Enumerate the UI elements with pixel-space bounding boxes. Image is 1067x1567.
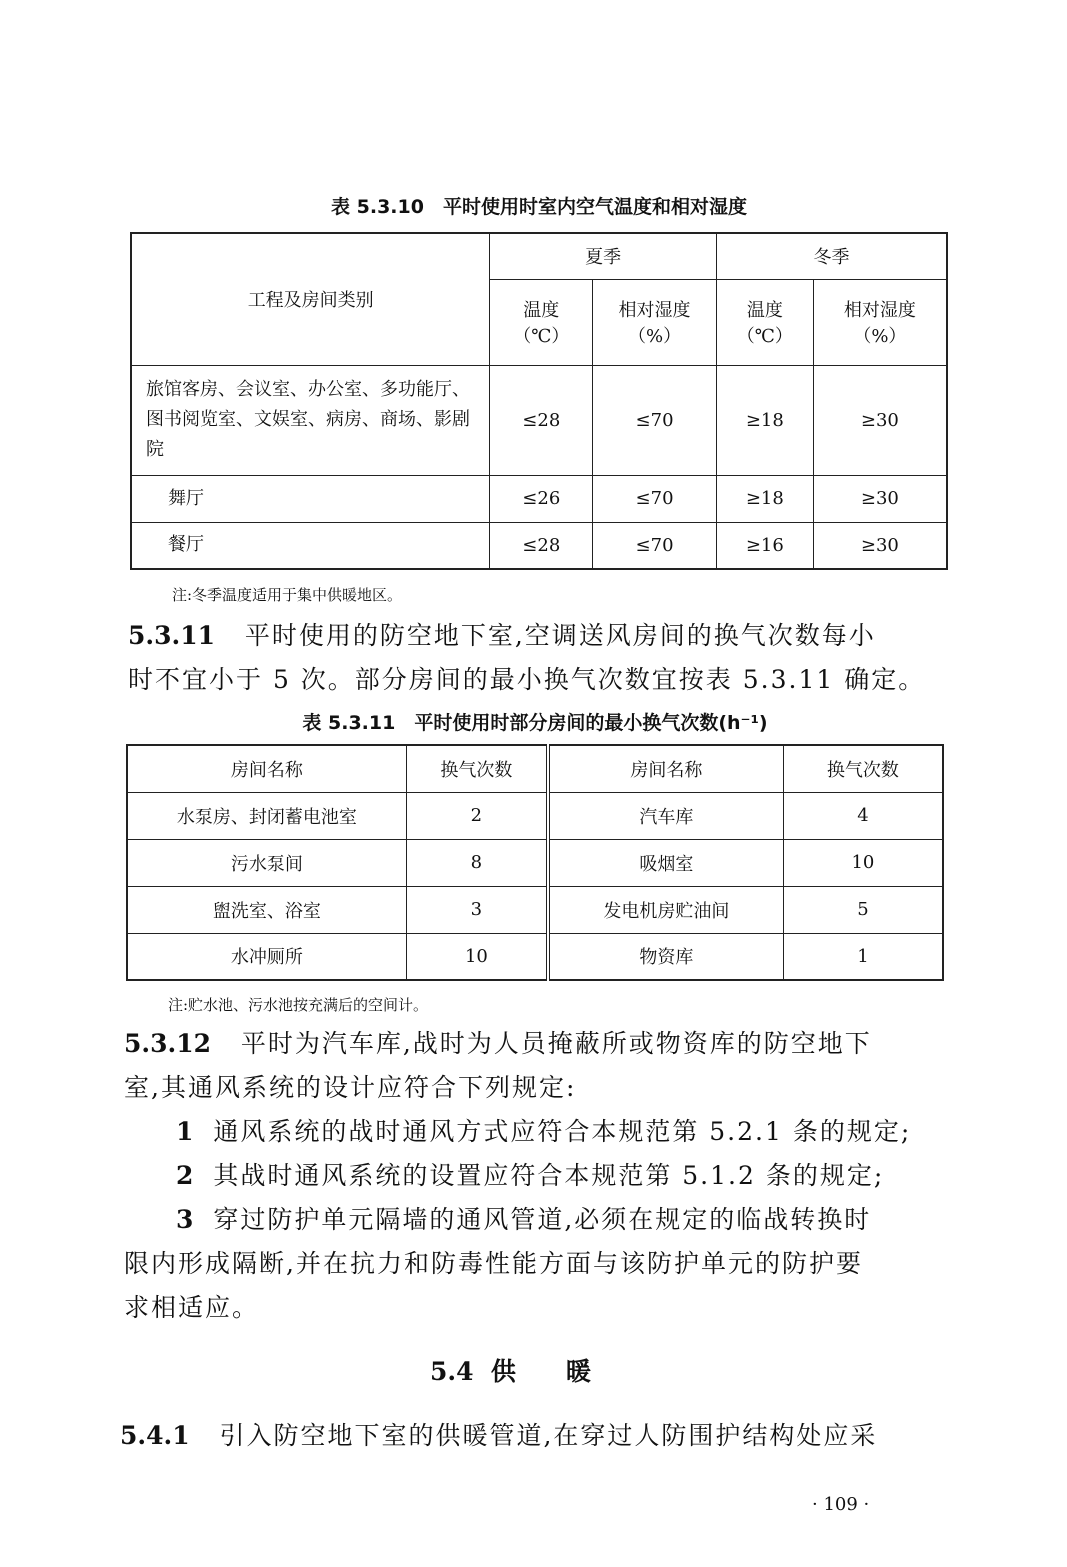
column-header-room: 房间名称 <box>127 745 406 792</box>
summer-temp-value: ≤28 <box>490 365 593 475</box>
table-row <box>127 839 943 886</box>
air-change-table <box>126 744 944 981</box>
table-row <box>127 933 943 980</box>
clause-5-3-12 <box>124 1022 954 1330</box>
room-category: 餐厅 <box>131 522 490 569</box>
clause-5-3-11 <box>128 614 958 702</box>
clause-text: 室,其通风系统的设计应符合下列规定: <box>124 1073 577 1102</box>
air-change-value: 10 <box>406 933 548 980</box>
table-row <box>131 475 947 522</box>
clause-5-4-1 <box>120 1414 950 1458</box>
summer-rh-value: ≤70 <box>593 475 717 522</box>
page-number: · 109 · <box>812 1494 870 1515</box>
air-change-value: 5 <box>783 886 943 933</box>
clause-text: 时不宜小于 5 次。部分房间的最小换气次数宜按表 5.3.11 确定。 <box>128 665 926 694</box>
clause-number: 5.3.11 <box>128 621 215 650</box>
room-name: 发电机房贮油间 <box>548 886 783 933</box>
room-name: 水泵房、封闭蓄电池室 <box>127 792 406 839</box>
winter-temp-value: ≥18 <box>716 475 813 522</box>
table-note: 注:冬季温度适用于集中供暖地区。 <box>172 586 403 604</box>
table-row <box>127 886 943 933</box>
section-heading: 5.4 供 暖 <box>430 1357 591 1386</box>
header-winter-temp: 温度 （℃） <box>716 279 813 365</box>
room-name: 盥洗室、浴室 <box>127 886 406 933</box>
table-caption: 表 5.3.10 平时使用时室内空气温度和相对湿度 <box>331 196 747 218</box>
list-item: 3 穿过防护单元隔墙的通风管道,必须在规定的临战转换时 <box>176 1205 872 1234</box>
air-change-value: 1 <box>783 933 943 980</box>
temperature-humidity-table <box>130 232 948 570</box>
header-summer-rh: 相对湿度 （%） <box>593 279 717 365</box>
room-name: 物资库 <box>548 933 783 980</box>
clause-number: 5.4.1 <box>120 1421 190 1450</box>
room-category: 旅馆客房、会议室、办公室、多功能厅、图书阅览室、文娱室、病房、商场、影剧院 <box>131 365 490 475</box>
winter-rh-value: ≥30 <box>813 365 947 475</box>
winter-rh-value: ≥30 <box>813 522 947 569</box>
column-header-room: 房间名称 <box>548 745 783 792</box>
summer-temp-value: ≤26 <box>490 475 593 522</box>
list-item: 1 通风系统的战时通风方式应符合本规范第 5.2.1 条的规定; <box>176 1117 912 1146</box>
air-change-value: 2 <box>406 792 548 839</box>
air-change-value: 8 <box>406 839 548 886</box>
winter-rh-value: ≥30 <box>813 475 947 522</box>
column-header-rate: 换气次数 <box>406 745 548 792</box>
clause-text: 平时为汽车库,战时为人员掩蔽所或物资库的防空地下 <box>240 1029 872 1058</box>
room-name: 汽车库 <box>548 792 783 839</box>
clause-text: 引入防空地下室的供暖管道,在穿过人防围护结构处应采 <box>219 1421 878 1450</box>
table-row <box>127 792 943 839</box>
column-header-category: 工程及房间类别 <box>131 233 490 365</box>
summer-rh-value: ≤70 <box>593 365 717 475</box>
winter-temp-value: ≥16 <box>716 522 813 569</box>
summer-temp-value: ≤28 <box>490 522 593 569</box>
summer-rh-value: ≤70 <box>593 522 717 569</box>
column-header-summer: 夏季 <box>490 233 717 279</box>
clause-text: 平时使用的防空地下室,空调送风房间的换气次数每小 <box>244 621 876 650</box>
winter-temp-value: ≥18 <box>716 365 813 475</box>
clause-number: 5.3.12 <box>124 1029 211 1058</box>
clause-text: 限内形成隔断,并在抗力和防毒性能方面与该防护单元的防护要 <box>124 1249 863 1278</box>
air-change-value: 3 <box>406 886 548 933</box>
room-name: 污水泵间 <box>127 839 406 886</box>
column-header-winter: 冬季 <box>716 233 947 279</box>
room-name: 吸烟室 <box>548 839 783 886</box>
air-change-value: 10 <box>783 839 943 886</box>
table-caption: 表 5.3.11 平时使用时部分房间的最小换气次数(h⁻¹) <box>302 712 768 734</box>
room-name: 水冲厕所 <box>127 933 406 980</box>
table-row <box>131 522 947 569</box>
header-summer-temp: 温度 （℃） <box>490 279 593 365</box>
list-item: 2 其战时通风系统的设置应符合本规范第 5.1.2 条的规定; <box>176 1161 885 1190</box>
table-note: 注:贮水池、污水池按充满后的空间计。 <box>168 996 429 1014</box>
table-row <box>131 365 947 475</box>
header-winter-rh: 相对湿度 （%） <box>813 279 947 365</box>
column-header-rate: 换气次数 <box>783 745 943 792</box>
clause-text: 求相适应。 <box>124 1293 260 1322</box>
room-category: 舞厅 <box>131 475 490 522</box>
air-change-value: 4 <box>783 792 943 839</box>
